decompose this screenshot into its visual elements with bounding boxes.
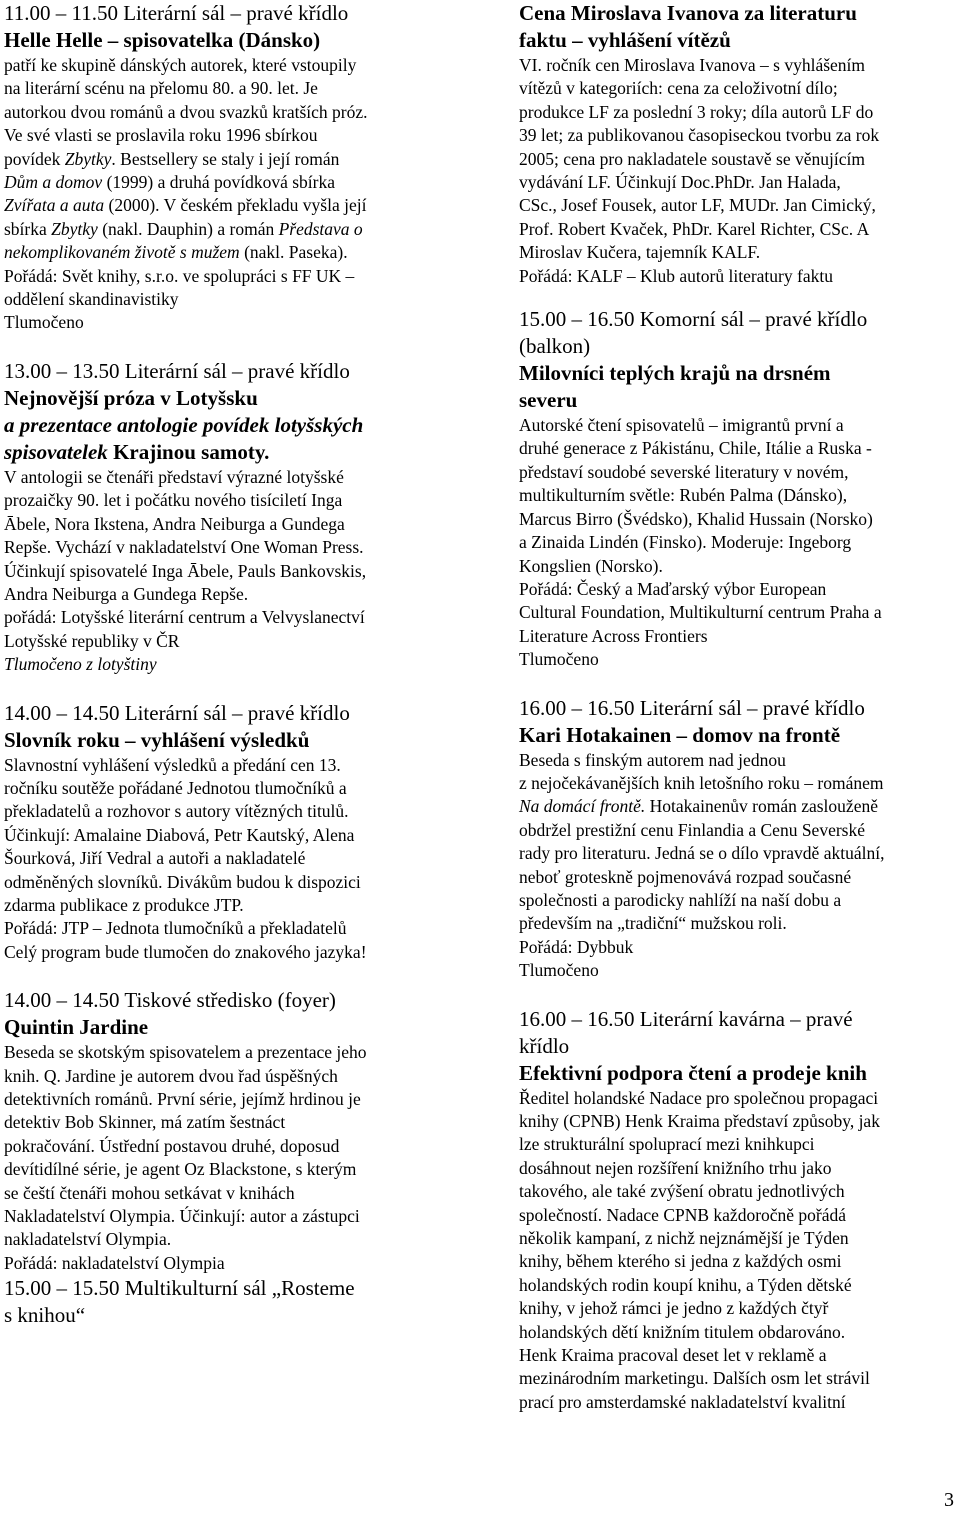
- event-time-heading: 16.00 – 16.50 Literární sál – pravé křídlo: [519, 695, 865, 720]
- event-text-line: detektiv Bob Skinner, má zatím šestnáct: [4, 1112, 286, 1133]
- event-text-line: Repše. Vychází v nakladatelství One Woman Press.: [4, 537, 364, 558]
- event-text-line: vítězů v kategoriích: cena za celoživotní dílo;: [519, 78, 838, 99]
- event-text-line: na literární scénu na přelomu 80. a 90. let. Je: [4, 78, 318, 99]
- event-text-line: Ředitel holandské Nadace pro společnou propagaci: [519, 1087, 879, 1108]
- event-time-heading: 15.00 – 16.50 Komorní sál – pravé křídlo: [519, 307, 868, 332]
- event-text-line: společnosti a parodicky nahlíží na naší dobu a: [519, 889, 842, 910]
- event-title: faktu – vyhlášení vítězů: [519, 28, 731, 52]
- event-organizer: Lotyšské republiky v ČR: [4, 630, 180, 651]
- event-title: a prezentace antologie povídek lotyšských: [4, 412, 364, 437]
- event-text-line: několik kampaní, z nichž nejznámější je Týden: [519, 1228, 849, 1249]
- event-organizer: Pořádá: nakladatelství Olympia: [4, 1252, 225, 1273]
- event-text-line: knih. Q. Jardine je autorem dvou řad úspěšných: [4, 1065, 338, 1086]
- event-time-heading: křídlo: [519, 1033, 570, 1058]
- event-text-line: patří ke skupině dánských autorek, které vstoupily: [4, 55, 357, 75]
- event-text-line: sbírka Zbytky (nakl. Dauphin) a román Představa o: [4, 218, 363, 239]
- event-text-line: pokračování. Ústřední postavou druhé, doposud: [4, 1135, 340, 1156]
- event-organizer: Pořádá: JTP – Jednota tlumočníků a překladatelů: [4, 918, 347, 939]
- event-text-line: Kongslien (Norsko).: [519, 555, 663, 576]
- event-text-line: knihy, v jehož rámci je jedno z každých čtyř: [519, 1298, 829, 1319]
- event-text-line: Šourková, Jiří Vedral a autoři a nakladatelé: [4, 848, 306, 869]
- event-time-heading: 13.00 – 13.50 Literární sál – pravé křídlo: [4, 358, 350, 383]
- event-text-line: Účinkují spisovatelé Inga Ābele, Pauls Bankovskis,: [4, 560, 367, 581]
- event-text-line: Autorské čtení spisovatelů – imigrantů první a: [519, 415, 844, 436]
- event-text-line: detektivních románů. První série, jejímž hrdinou je: [4, 1089, 361, 1109]
- event-text-line: takového, ale také zvýšení obratu jednotlivých: [519, 1181, 845, 1202]
- event-organizer: oddělení skandinavistiky: [4, 289, 179, 310]
- event-text-line: Nakladatelství Olympia. Účinkují: autor a zástupci: [4, 1206, 360, 1227]
- event-organizer: Pořádá: KALF – Klub autorů literatury faktu: [519, 265, 833, 286]
- event-text-line: se čeští čtenáři mohou setkávat v knihách: [4, 1182, 295, 1203]
- event-dictionary-of-year: [4, 700, 444, 965]
- event-text-line: povídek Zbytky. Bestsellery se staly i její román: [4, 148, 340, 169]
- event-time-heading: (balkon): [519, 334, 591, 359]
- event-helle-helle: [4, 0, 444, 335]
- event-organizer: Pořádá: Svět knihy, s.r.o. ve spolupráci s FF UK –: [4, 265, 355, 286]
- event-organizer: Pořádá: Český a Maďarský výbor European: [519, 578, 827, 599]
- event-title: Slovník roku – vyhlášení výsledků: [4, 727, 310, 752]
- event-text-line: Andra Neiburga a Gundega Repše.: [4, 583, 249, 604]
- event-text-line: Beseda se skotským spisovatelem a prezentace jeho: [4, 1042, 367, 1063]
- event-text-line: multikulturním světle: Rubén Palma (Dánsko),: [519, 485, 848, 506]
- event-note: Celý program bude tlumočen do znakového jazyka!: [4, 941, 367, 962]
- event-text-line: Marcus Birro (Švédsko), Khalid Hussain (Norsko): [519, 508, 873, 529]
- event-text-line: společností. Nadace CPNB každoročně pořádá: [519, 1204, 847, 1225]
- event-text-line: neboť groteskně pojmenovává rozpad současné: [519, 866, 852, 887]
- event-text-line: knihy, během kterého si jedna z každých osmi: [519, 1251, 842, 1272]
- event-text-line: překladatelů a rozhovor s autory vítězných titulů.: [4, 801, 349, 822]
- event-text-line: vydávání LF. Účinkují Doc.PhDr. Jan Halada,: [519, 172, 841, 193]
- event-text-line: Zvířata a auta (2000). V českém překladu vyšla její: [4, 195, 367, 216]
- event-text-line: odměněných slovníků. Divákům budou k dispozici: [4, 871, 361, 892]
- event-text-line: Na domácí frontě. Hotakainenův román zaslouženě: [519, 796, 878, 817]
- event-text-line: Beseda s finským autorem nad jednou: [519, 749, 786, 770]
- event-text-line: Dům a domov (1999) a druhá povídková sbírka: [4, 172, 335, 193]
- event-rosteme-s-knihou: [4, 1275, 444, 1329]
- event-text-line: Miroslav Kučera, tajemník KALF.: [519, 242, 761, 263]
- event-text-line: produkce LF za poslední 3 roky; díla autorů LF do: [519, 101, 874, 122]
- event-organizer: Literature Across Frontiers: [519, 625, 708, 646]
- event-text-line: prací pro amsterdamské nakladatelství kvalitní: [519, 1391, 846, 1412]
- event-text-line: Henk Kraima pracoval deset let v reklamě a: [519, 1345, 827, 1366]
- event-title: Milovníci teplých krajů na drsném: [519, 361, 831, 386]
- left-column: [4, 0, 444, 1329]
- event-title: severu: [519, 388, 578, 413]
- event-text-line: knihy (CPNB) Henk Kraima představí způsoby, jak: [519, 1111, 880, 1131]
- event-text-line: druhé generace z Pákistánu, Chile, Itálie a Ruska -: [519, 438, 872, 459]
- event-text-line: dosáhnout nejen rozšíření knižního trhu jako: [519, 1157, 832, 1178]
- event-text-line: nekomplikovaném životě s mužem (nakl. Paseka).: [4, 242, 348, 263]
- event-text-line: 39 let; za publikovanou časopiseckou tvorbu za rok: [519, 125, 880, 146]
- event-text-line: autorkou dvou románů a dvou svazků kratších próz.: [4, 101, 368, 122]
- event-text-line: prozaičky 90. let i počátku nového tisíciletí Inga: [4, 490, 343, 511]
- event-text-line: mezinárodním marketingu. Dalších osm let strávil: [519, 1368, 870, 1389]
- event-organizer: pořádá: Lotyšské literární centrum a Velvyslanectví: [4, 607, 365, 628]
- event-text-line: ročníku soutěže pořádané Jednotou tlumočníků a: [4, 777, 347, 798]
- event-note: Tlumočeno: [519, 960, 599, 981]
- event-title: Nejnovější próza v Lotyšsku: [4, 385, 258, 410]
- event-organizer: Cultural Foundation, Multikulturní centrum Praha a: [519, 602, 882, 623]
- event-text-line: Ve své vlasti se proslavila roku 1996 sbírkou: [4, 125, 318, 146]
- event-text-line: holandských rodin koupí knihu, a Týden dětské: [519, 1274, 852, 1295]
- event-text-line: nakladatelství Olympia.: [4, 1229, 172, 1250]
- event-text-line: Slavnostní vyhlášení výsledků a předání cen 13.: [4, 754, 341, 775]
- right-column: [519, 0, 959, 1414]
- event-title: Quintin Jardine: [4, 1015, 149, 1040]
- event-ivanov-award: [519, 0, 959, 288]
- event-time-heading: 14.00 – 14.50 Literární sál – pravé křídlo: [4, 700, 350, 725]
- event-quintin-jardine: [4, 987, 444, 1275]
- event-text-line: lze strukturální spoluprací mezi knihkupci: [519, 1134, 815, 1155]
- event-text-line: a Zinaida Lindén (Finsko). Moderuje: Ingeborg: [519, 532, 852, 553]
- event-reading-promotion: [519, 1006, 959, 1415]
- event-text-line: z nejočekávanějších knih letošního roku – románem: [519, 772, 884, 793]
- page-number: 3: [944, 1489, 954, 1511]
- event-text-line: rady pro literaturu. Jedná se o dílo vpravdě aktuální,: [519, 843, 885, 864]
- event-title: Kari Hotakainen – domov na frontě: [519, 722, 841, 747]
- event-text-line: Účinkují: Amalaine Diabová, Petr Kautský, Alena: [4, 824, 355, 845]
- event-kari-hotakainen: [519, 695, 959, 983]
- event-note: Tlumočeno: [4, 312, 84, 333]
- event-time-heading: 14.00 – 14.50 Tiskové středisko (foyer): [4, 988, 336, 1013]
- event-title: spisovatelek Krajinou samoty.: [4, 439, 270, 464]
- event-note: Tlumočeno z lotyštiny: [4, 654, 157, 675]
- event-organizer: Pořádá: Dybbuk: [519, 936, 634, 957]
- event-title: Cena Miroslava Ivanova za literaturu: [519, 1, 857, 25]
- event-title: Efektivní podpora čtení a prodeje knih: [519, 1060, 867, 1085]
- event-text-line: Ābele, Nora Ikstena, Andra Neiburga a Gundega: [4, 513, 345, 534]
- event-text-line: zdarma publikace z produkce JTP.: [4, 894, 244, 915]
- event-time-heading: 16.00 – 16.50 Literární kavárna – pravé: [519, 1006, 853, 1031]
- event-text-line: holandských dětí knižním titulem obdarováno.: [519, 1321, 846, 1342]
- event-text-line: Prof. Robert Kvaček, PhDr. Karel Richter, CSc. A: [519, 218, 870, 239]
- event-time-heading: 11.00 – 11.50 Literární sál – pravé křídlo: [4, 1, 349, 25]
- event-warm-lands-north: [519, 306, 959, 671]
- event-text-line: CSc., Josef Fousek, autor LF, MUDr. Jan Cimický,: [519, 195, 876, 216]
- event-latvian-prose: [4, 358, 444, 677]
- event-text-line: devítidílné série, je agent Oz Blackstone, s kterým: [4, 1159, 357, 1180]
- event-time-heading: 15.00 – 15.50 Multikulturní sál „Rosteme: [4, 1276, 355, 1301]
- event-note: Tlumočeno: [519, 649, 599, 670]
- event-text-line: představí soudobé severské literatury v novém,: [519, 461, 849, 482]
- event-title: Helle Helle – spisovatelka (Dánsko): [4, 28, 321, 52]
- event-text-line: V antologii se čtenáři představí výrazné lotyšské: [4, 466, 344, 487]
- event-text-line: obdržel prestižní cenu Finlandia a Cenu Severské: [519, 819, 866, 840]
- event-text-line: především na „tradiční“ mužskou roli.: [519, 913, 787, 934]
- event-time-heading: s knihou“: [4, 1303, 86, 1328]
- event-text-line: 2005; cena pro nakladatele soustavě se věnujícím: [519, 148, 865, 169]
- event-text-line: VI. ročník cen Miroslava Ivanova – s vyhlášením: [519, 55, 866, 75]
